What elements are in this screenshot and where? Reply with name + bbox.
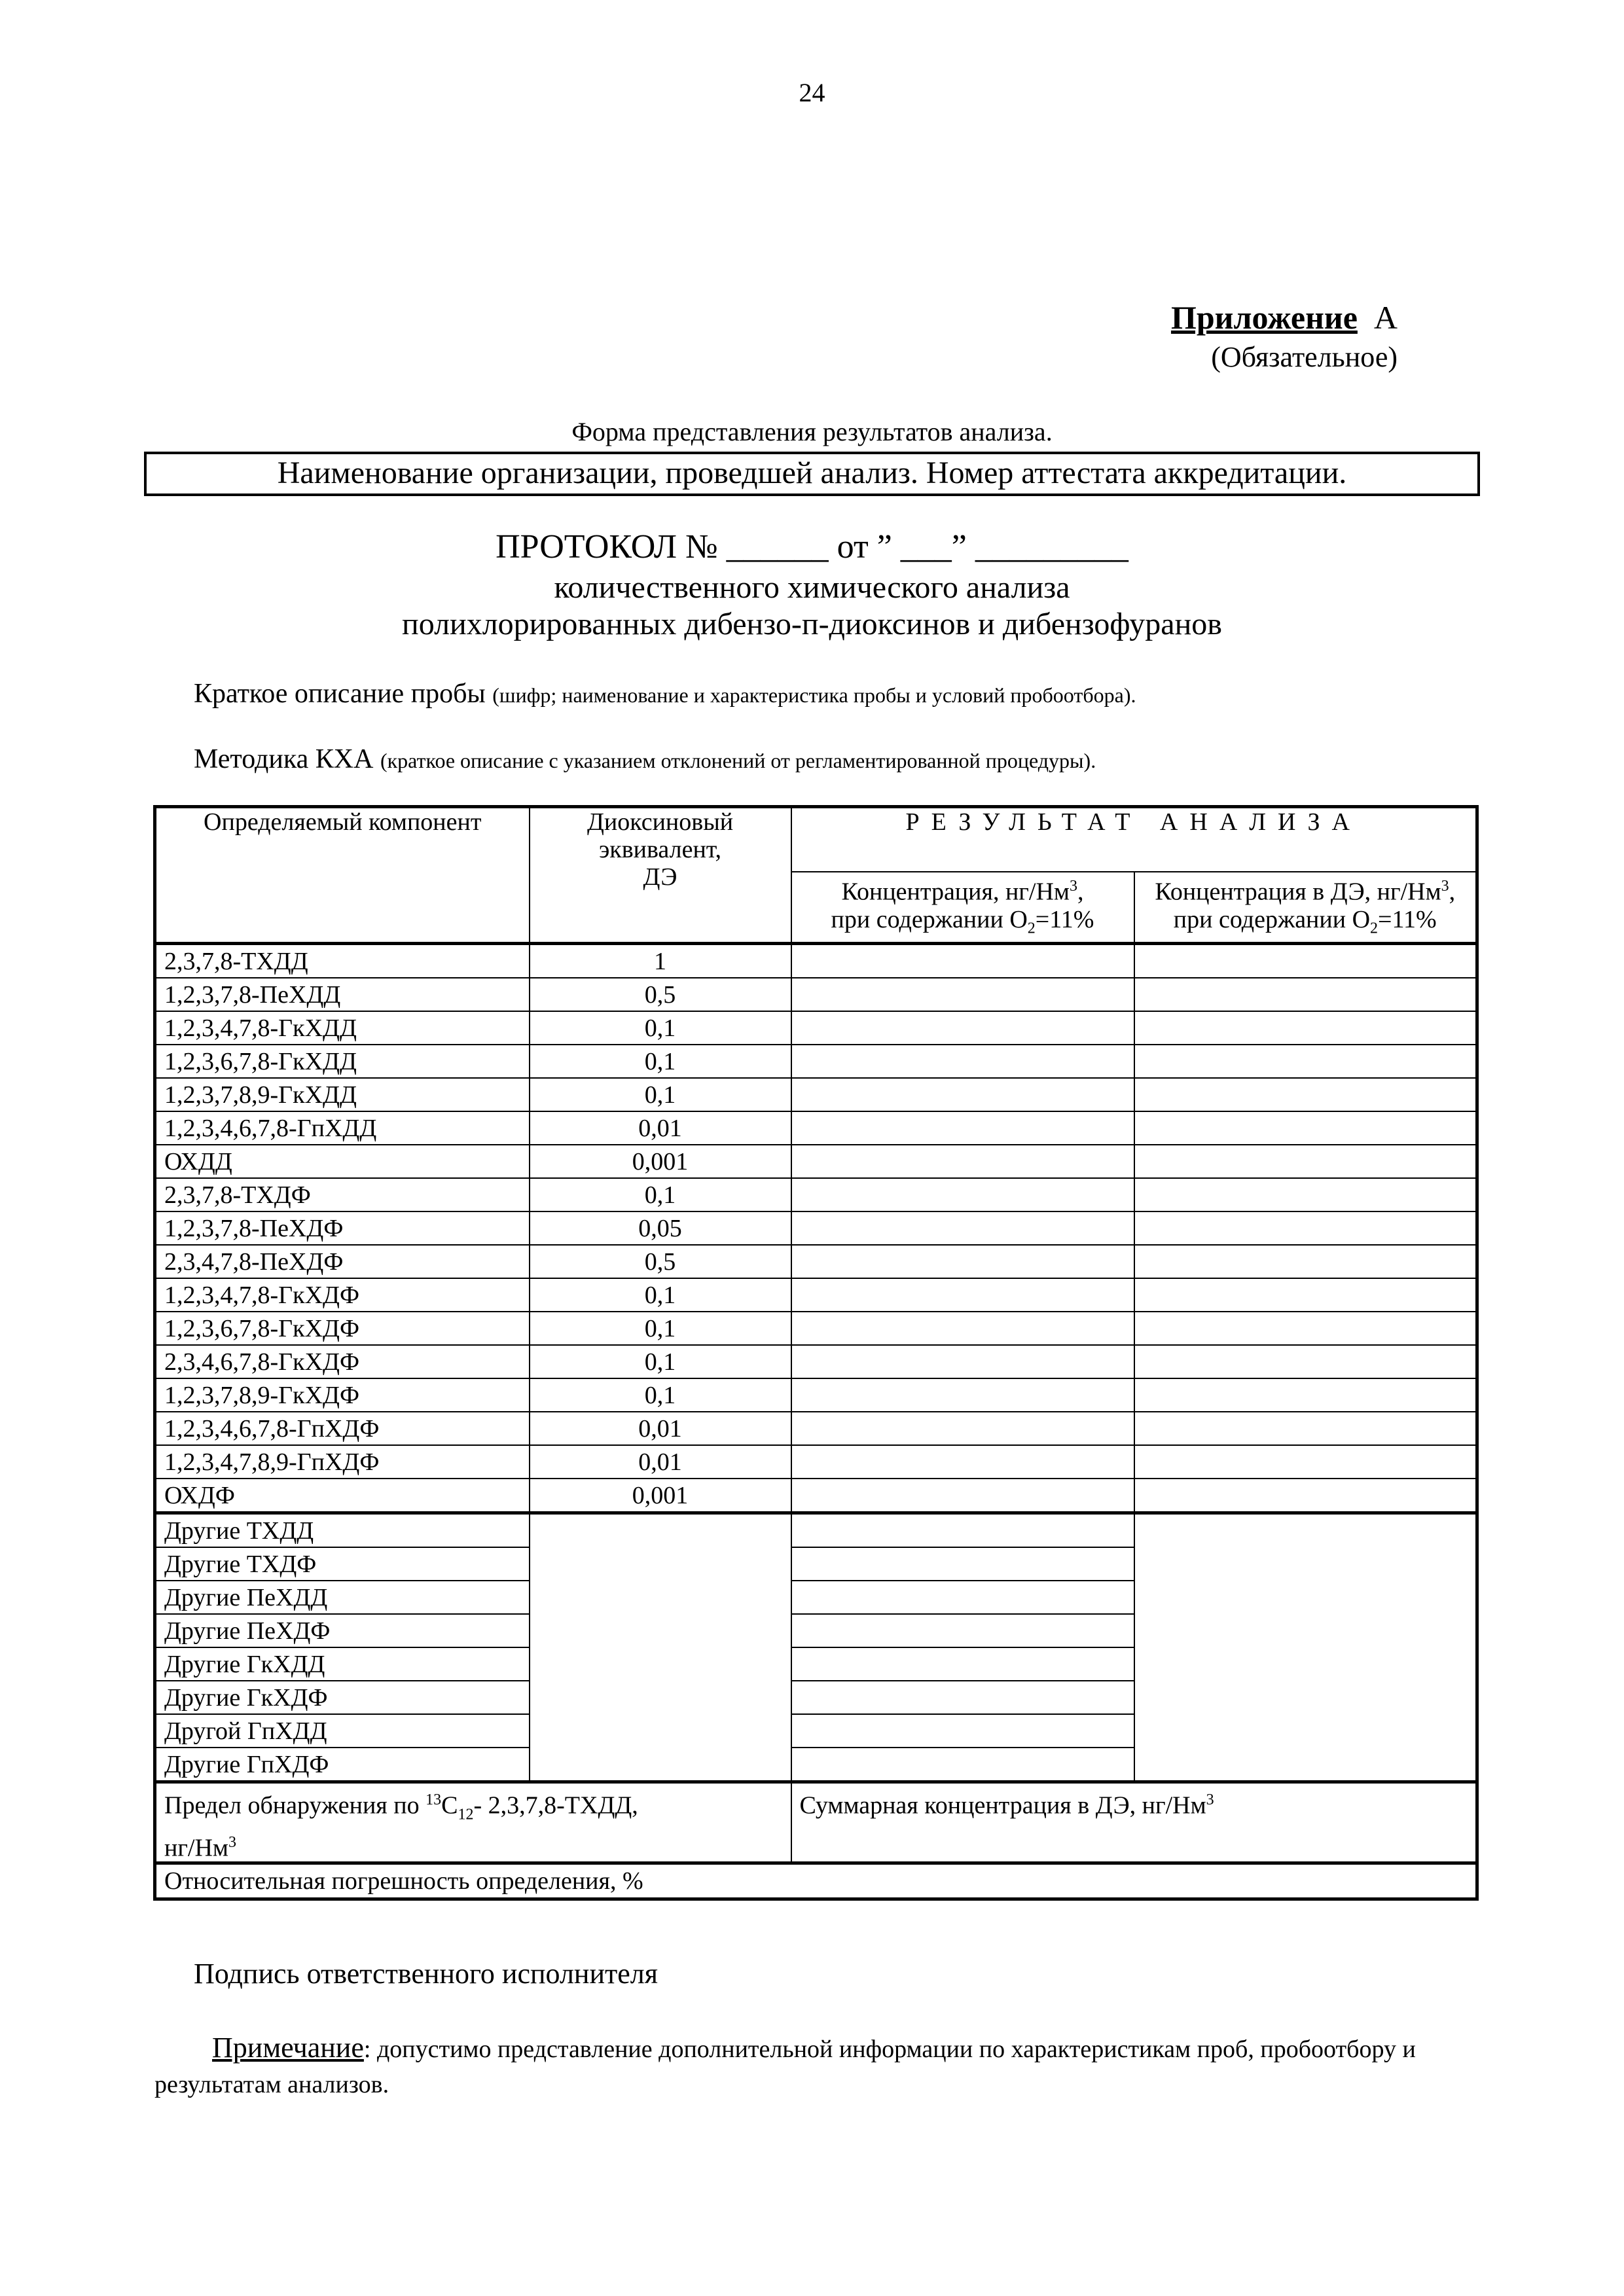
table-row-other: Другой ГпХДД [155,1714,1477,1748]
table-row: 1,2,3,4,7,8-ГкХДД 0,1 [155,1011,1477,1045]
table-row-other: Другие ПеХДФ [155,1614,1477,1647]
table-row: 1,2,3,4,7,8-ГкХДФ 0,1 [155,1278,1477,1312]
concentration-cell [791,1011,1134,1045]
concentration-te-cell [1134,1312,1477,1345]
protocol-title: ПРОТОКОЛ № ______ от ” ___” _________ [496,528,1128,565]
table-row-other: Другие ТХДД [155,1513,1477,1548]
results-table [153,805,1479,1901]
form-caption: Форма представления результатов анализа. [571,417,1053,446]
concentration-te-cell [1134,1412,1477,1445]
concentration-te-cell [1134,1178,1477,1211]
concentration-cell [791,1714,1134,1748]
concentration-te-cell [1134,944,1477,978]
concentration-cell [791,1479,1134,1513]
appendix-letter: А [1373,299,1398,336]
concentration-cell [791,1078,1134,1111]
table-row: 2,3,4,6,7,8-ГкХДФ 0,1 [155,1345,1477,1378]
page-number: 24 [799,78,825,107]
note-label: Примечание [212,2032,364,2064]
concentration-cell [791,1111,1134,1145]
concentration-te-cell [1134,978,1477,1011]
concentration-cell [791,1647,1134,1681]
concentration-cell [791,1145,1134,1178]
concentration-te-cell [1134,1345,1477,1378]
header-concentration: Концентрация, $нг/Нм^3$, при содержании $О_2=11\%$ [791,872,1134,944]
table-row-other: Другие ГкХДФ [155,1681,1477,1714]
table-row-other: Другие ГпХДФ [155,1748,1477,1782]
concentration-cell [791,1547,1134,1581]
concentration-te-cell [1134,1278,1477,1312]
table-row: 1,2,3,7,8-ПеХДД 0,5 [155,978,1477,1011]
header-te [530,807,791,944]
header-component: Определяемый компонент [155,807,530,944]
table-row: 1,2,3,4,6,7,8-ГпХДФ 0,01 [155,1412,1477,1445]
header-result: РЕЗУЛЬТАТ АНАЛИЗА [791,807,1477,872]
table-row: 1,2,3,7,8,9-ГкХДФ 0,1 [155,1378,1477,1412]
detection-limit-row [155,1782,1477,1863]
concentration-cell [791,944,1134,978]
concentration-cell [791,1345,1134,1378]
table-row: 2,3,7,8-ТХДД 1 [155,944,1477,978]
table-row-other: Другие ТХДФ [155,1547,1477,1581]
concentration-cell [791,1445,1134,1479]
appendix-title [1171,298,1398,336]
concentration-cell [791,978,1134,1011]
concentration-cell [791,1513,1134,1548]
concentration-te-cell [1134,1078,1477,1111]
concentration-te-cell [1134,1378,1477,1412]
note-paragraph [154,2030,1418,2102]
concentration-te-cell [1134,1011,1477,1045]
table-row: 2,3,4,7,8-ПеХДФ 0,5 [155,1245,1477,1278]
other-te-merged-cell [530,1513,791,1782]
table-row: ОХДФ 0,001 [155,1479,1477,1513]
appendix-status: (Обязательное) [1211,341,1398,373]
concentration-cell [791,1748,1134,1782]
concentration-te-cell [1134,1245,1477,1278]
method-description [194,744,1096,775]
concentration-cell [791,1211,1134,1245]
table-row: 1,2,3,6,7,8-ГкХДФ 0,1 [155,1312,1477,1345]
concentration-te-cell [1134,1479,1477,1513]
protocol-subtitle-2: полихлорированных дибензо-п-диоксинов и дибензофуранов [402,607,1222,641]
concentration-cell [791,1378,1134,1412]
concentration-cell [791,1245,1134,1278]
concentration-cell [791,1581,1134,1614]
header-concentration-te: Концентрация в ДЭ, $нг/Нм^3$, при содержании $О_2=11\%$ [1134,872,1477,944]
other-concentration-te-merged-cell [1134,1513,1477,1782]
table-row: 1,2,3,4,7,8,9-ГпХДФ 0,01 [155,1445,1477,1479]
detection-limit-cell: Предел обнаружения по $^{13}С_{12}-$ 2,3,7,8-ТХДД, $нг/Нм^3$ [155,1782,791,1863]
concentration-te-cell [1134,1211,1477,1245]
concentration-cell [791,1178,1134,1211]
concentration-te-cell [1134,1045,1477,1078]
sum-concentration-cell: Суммарная концентрация в ДЭ, $нг/Нм^3$ [791,1782,1477,1863]
table-row-other: Другие ПеХДД [155,1581,1477,1614]
header-te-line-2: эквивалент, [598,836,722,863]
sample-label: Краткое описание пробы [194,679,486,709]
concentration-cell [791,1412,1134,1445]
concentration-cell [791,1278,1134,1312]
method-label: Методика КХА [194,744,374,774]
method-note: (краткое описание с указанием отклонений от регламентированной процедуры). [380,749,1096,772]
concentration-cell [791,1681,1134,1714]
concentration-cell [791,1614,1134,1647]
organization-box: Наименование организации, проведшей анализ. Номер аттестата аккредитации. [144,452,1480,496]
header-te-line-3: ДЭ [643,863,677,891]
table-row-other: Другие ГкХДД [155,1647,1477,1681]
appendix-label: Приложение [1170,299,1358,336]
concentration-te-cell [1134,1445,1477,1479]
note-text: : допустимо представление дополнительной информации по характеристикам проб, пробоотбору и результатам анализов. [154,2036,1416,2098]
table-row: 1,2,3,4,6,7,8-ГпХДД 0,01 [155,1111,1477,1145]
sample-description [194,678,1136,709]
concentration-te-cell [1134,1111,1477,1145]
table-row: 1,2,3,7,8-ПеХДФ 0,05 [155,1211,1477,1245]
signature-line: Подпись ответственного исполнителя [194,1958,658,1990]
sample-note: (шифр; наименование и характеристика пробы и условий пробоотбора). [492,683,1136,707]
header-te-line-1: Диоксиновый [586,808,734,836]
relative-error-row [155,1863,1477,1899]
table-row: 1,2,3,6,7,8-ГкХДД 0,1 [155,1045,1477,1078]
concentration-te-cell [1134,1145,1477,1178]
protocol-subtitle-1: количественного химического анализа [554,570,1070,605]
table-row: 1,2,3,7,8,9-ГкХДД 0,1 [155,1078,1477,1111]
concentration-cell [791,1312,1134,1345]
concentration-cell [791,1045,1134,1078]
relative-error-cell: Относительная погрешность определения, % [155,1863,1477,1899]
table-row: ОХДД 0,001 [155,1145,1477,1178]
table-row: 2,3,7,8-ТХДФ 0,1 [155,1178,1477,1211]
